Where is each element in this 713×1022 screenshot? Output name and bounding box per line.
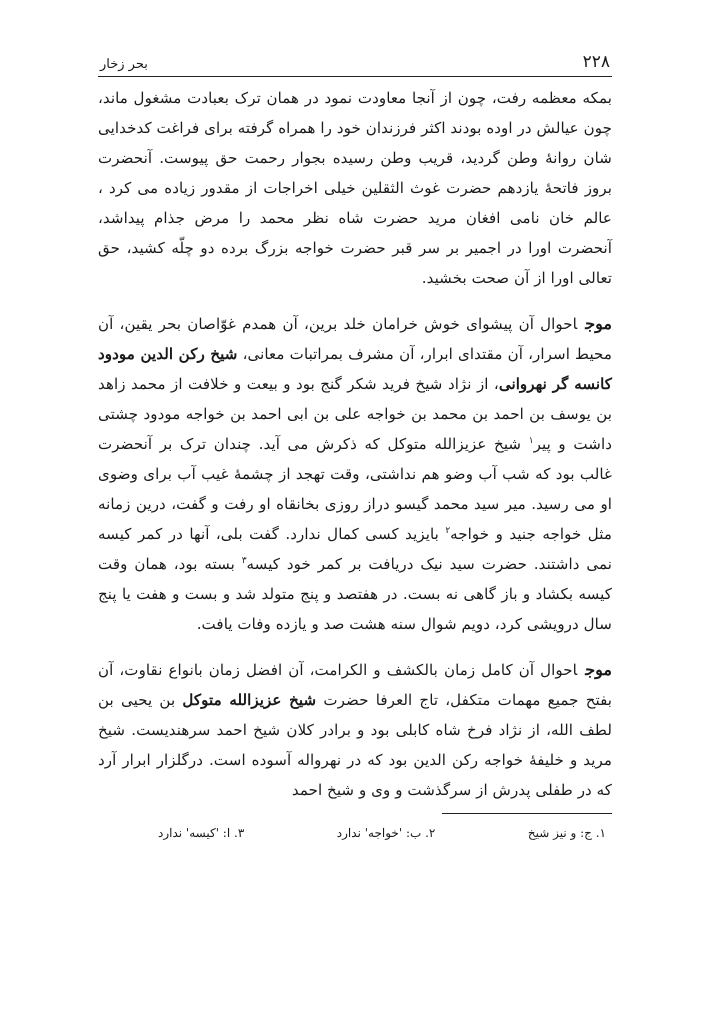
- page-header: [98, 48, 612, 72]
- footnote-2: ۲. ب: 'خواجه' ندارد: [336, 826, 436, 840]
- footnote-marker-2: ۲: [445, 525, 451, 536]
- name-shaikh-rukn-al-din: شیخ رکن الدین مودود کانسه گر نهروانی: [98, 345, 612, 393]
- paragraph-2-text-4: بایزید کسی کمال ندارد. گفت بلی، آنها در کمر کیسه نمی داشتند. حضرت سید نیک دریافت بر کمر خود کیسه: [98, 525, 612, 573]
- name-shaikh-azizullah: شیخ عزیزالله متوکل: [182, 691, 317, 709]
- paragraph-1: [98, 83, 612, 293]
- running-title: بحر زخار: [100, 57, 148, 72]
- page-number: ۲۲۸: [582, 52, 610, 72]
- paragraph-3-text-1: احوال آن کامل زمان بالکشف و الکرامت، آن افضل زمان بانواع نقاوت، آن بفتح جمیع مهمات متکفل، تاج العرفا حضرت: [98, 661, 612, 709]
- footnote-rule: [442, 813, 612, 814]
- paragraph-2-text-2: ، از نژاد شیخ فرید شکر گنج بود و بیعت و خلافت از محمد زاهد بن یوسف بن احمد بن محمد بن خواجه علی بن ابی احمد بن خواجه مودود چشتی داشت و پیر: [98, 375, 612, 453]
- footnote-marker-3: ۳: [241, 555, 247, 566]
- paragraph-2-text-3: شیخ عزیزالله متوکل که ذکرش می آید. چندان ترک بر آنحضرت غالب بود که شب آب وضو هم نداشتی، وقت تهجد از چشمهٔ غیب آب برای وضوی او می رسید. میر سید محمد گیسو دراز روزی بخانقاه او رفت و گفت، درین زمانه مثل خواجه جنید و خواجه: [98, 435, 612, 543]
- footnote-marker-1: ۱: [528, 435, 534, 446]
- footnote-3: ۳. ا: 'کیسه' ندارد: [158, 826, 245, 840]
- paragraph-1-text: بمکه معظمه رفت، چون از آنجا معاودت نمود در همان ترک بعبادت مشغول ماند، چون عیالش در اوده بودند اکثر فرزندان خود را همراه گرفته برای فراغت کدخدایی شان روانهٔ وطن گردید، قریب وطن رسیده بجوار رحمت حق پیوست. آنحضرت بروز فاتحهٔ یازدهم حضرت غوث الثقلین خیلی اخراجات از مقدور زیاده می کرد ، عالم خان نامی افغان مرید حضرت شاه نظر محمد را مرض جذام پیداشد، آنحضرت اورا در اجمیر بر سر قبر حضرت خواجه بزرگ برده دو چلّه کشید، حق تعالی اورا از آن صحت بخشید.: [98, 89, 612, 287]
- mauj-term: موج: [585, 314, 612, 333]
- paragraph-3-text-2: بن یحیی بن لطف الله، از نژاد فرخ شاه کابلی بود و برادر کلان شیخ احمد سرهندیست. شیخ مرید و خلیفهٔ خواجه رکن الدین بود که در نهرواله آسوده است. درگلزار ابرار آرد که در طفلی پدرش از سرگذشت و وی و شیخ احمد: [98, 691, 612, 799]
- footnotes: [98, 826, 612, 840]
- paragraph-2-text-5: بسته بود، همان وقت کیسه بکشاد و باز گاهی نه بست. در هفتصد و پنج متولد شد و بست و هفت یا پنج سال درویشی کرد، دویم شوال سنه هشت صد و یازده وفات یافت.: [98, 555, 612, 633]
- paragraph-2: [98, 309, 612, 639]
- paragraph-3: [98, 655, 612, 805]
- paragraph-2-text-1: احوال آن پیشوای خوش خرامان خلد برین، آن همدم غوّاصان بحر یقین، آن محیط اسرار، آن مقتدای ابرار، آن مشرف بمراتبات معانی،: [98, 315, 612, 363]
- header-rule: [98, 76, 612, 77]
- book-page: [98, 48, 612, 840]
- footnote-1: ۱. ج: و نیز شیخ: [527, 826, 606, 840]
- mauj-term: موج: [585, 660, 612, 679]
